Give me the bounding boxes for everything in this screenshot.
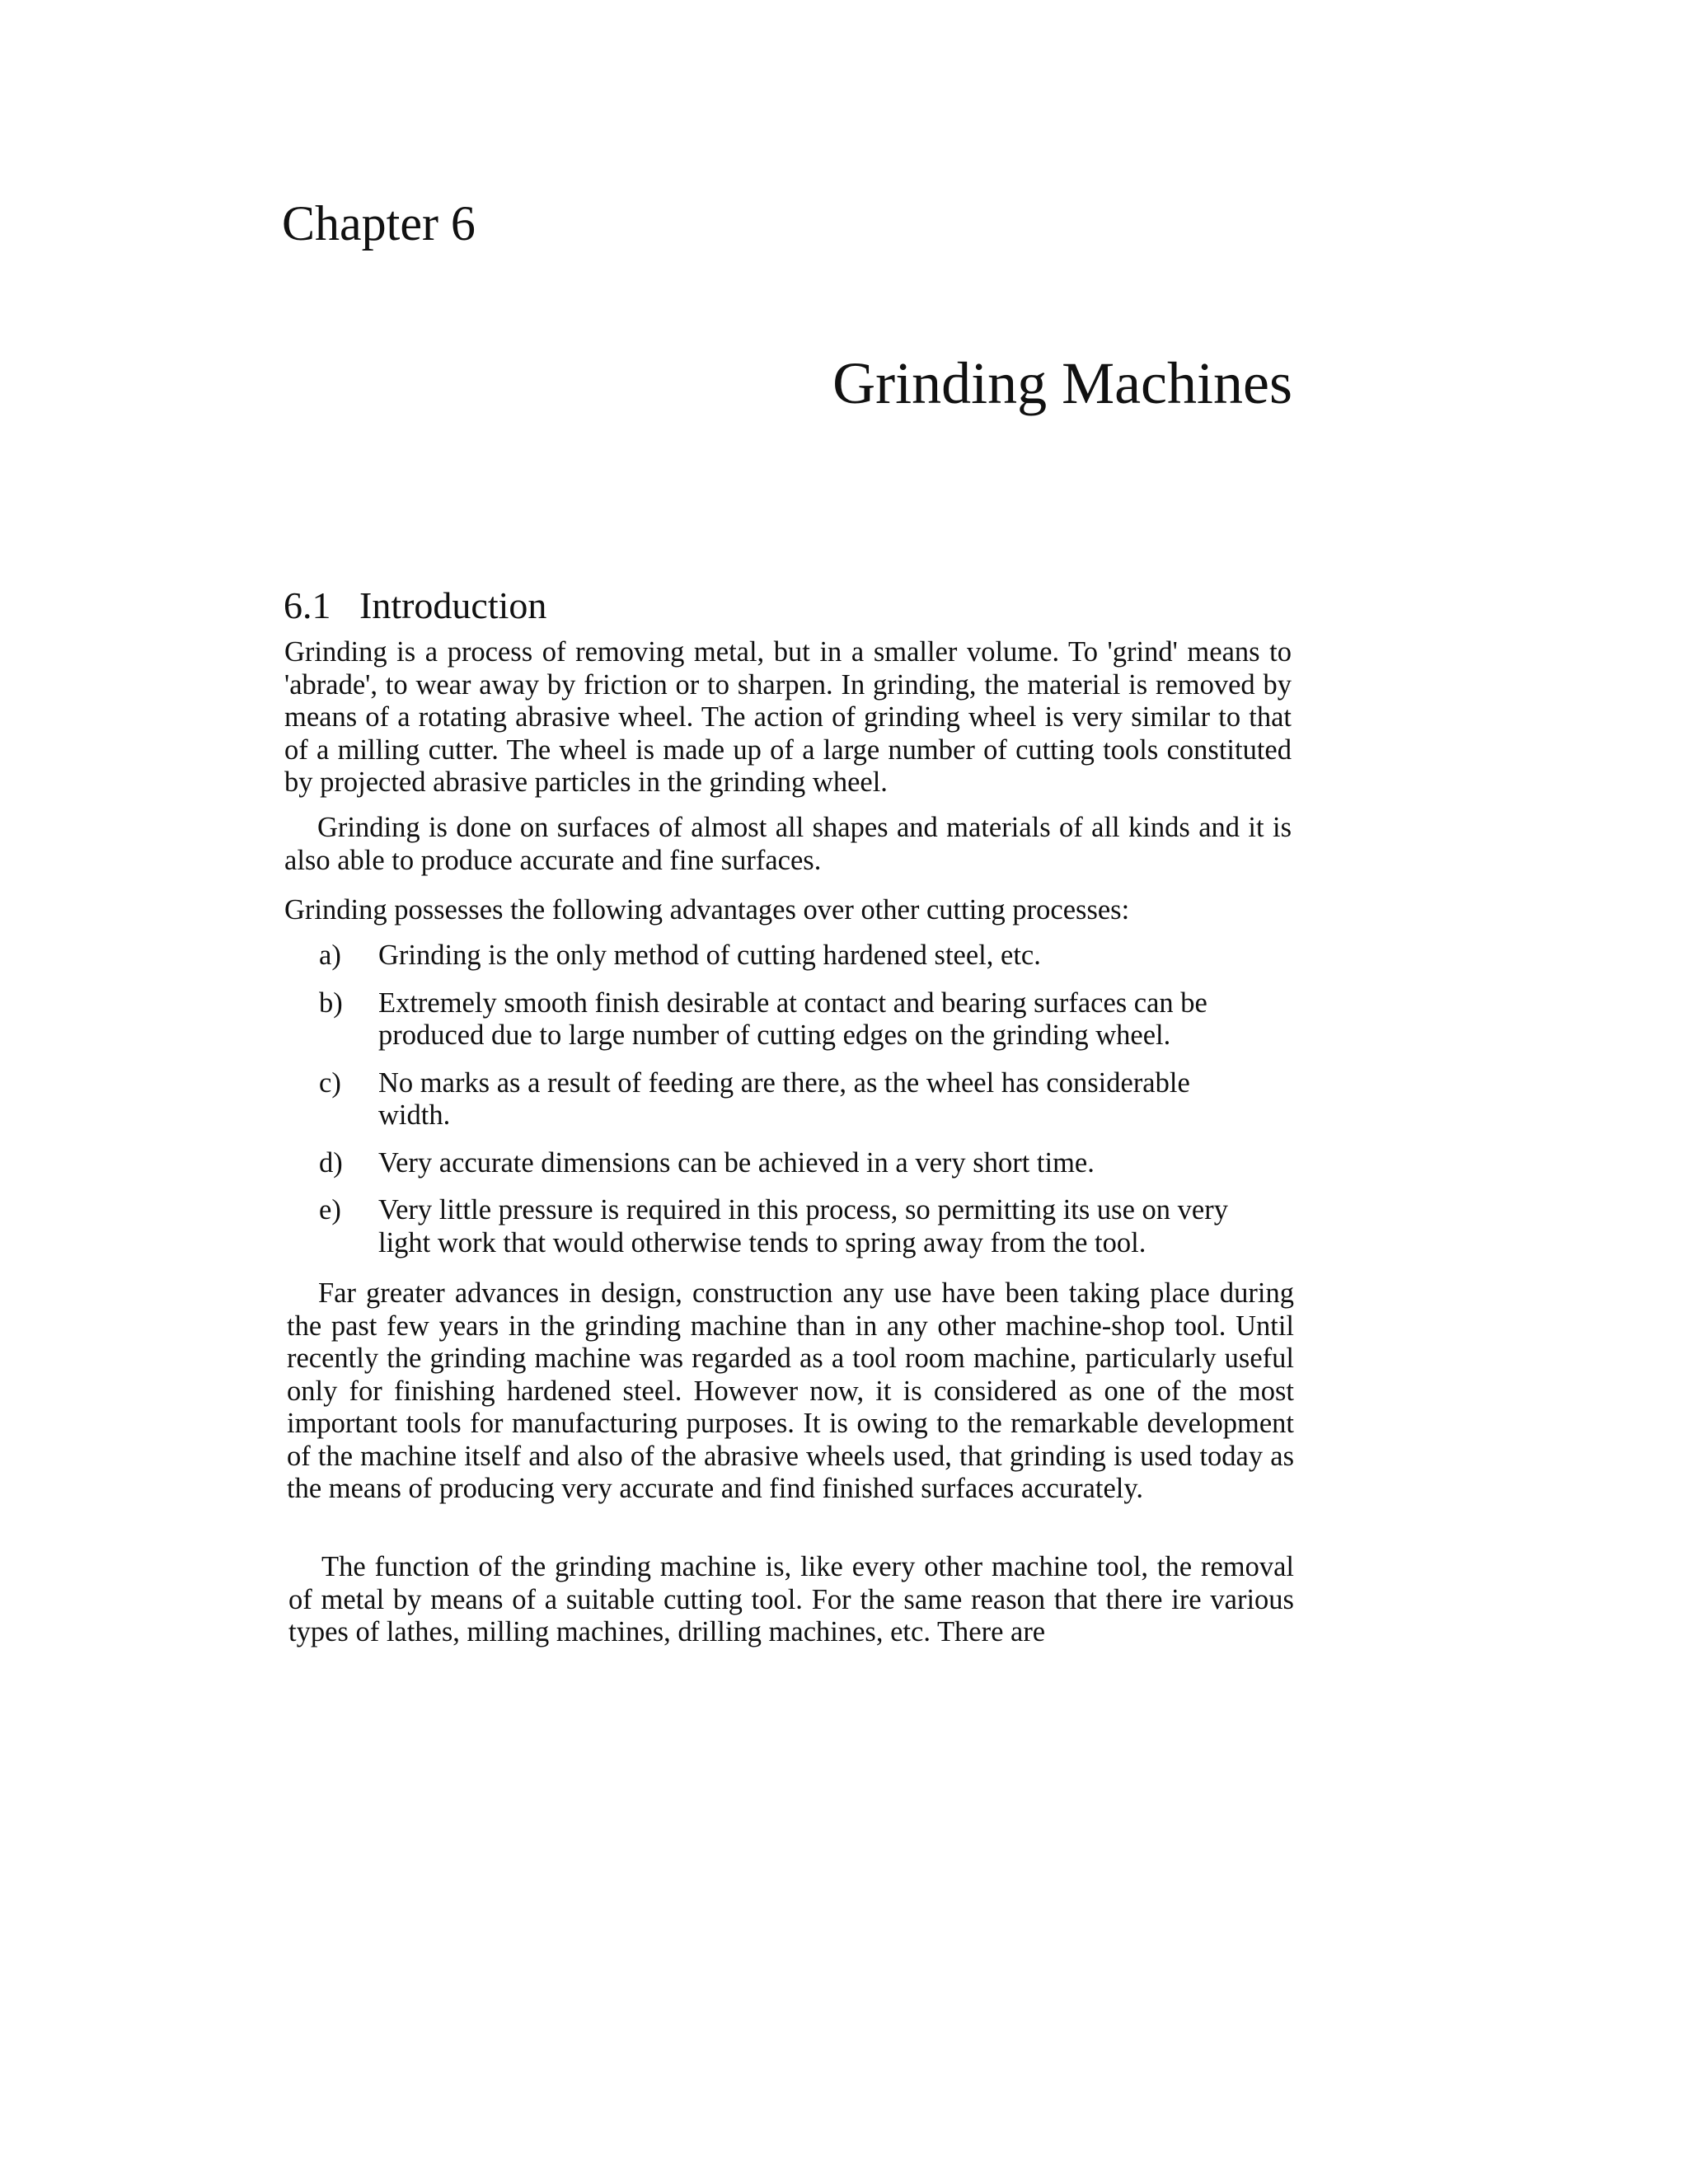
list-item-text: Extremely smooth finish desirable at contact and bearing surfaces can be produced due to large number of cutting edges on the grinding wheel. (378, 987, 1207, 1051)
chapter-title: Grinding Machines (832, 350, 1292, 416)
list-item (284, 940, 1292, 972)
list-marker: c) (319, 1066, 341, 1099)
section-number: 6.1 (284, 584, 331, 626)
list-marker: a) (319, 940, 341, 971)
list-item (284, 1067, 1292, 1132)
advantages-list (284, 940, 1292, 1274)
list-marker: d) (319, 1146, 343, 1179)
list-item (284, 1147, 1292, 1180)
list-item-text: Grinding is the only method of cutting hardened steel, etc. (378, 940, 1041, 971)
paragraph-2: Grinding is done on surfaces of almost all shapes and materials of all kinds and it is also able to produce accurate and fine surfaces. (284, 812, 1292, 876)
section-title: Introduction (359, 584, 547, 626)
paragraph-4: Far greater advances in design, construction any use have been taking place during the past few years in the grinding machine than in any other machine-shop tool. Until recently the grinding machine was regarded as a tool room machine, particularly useful only for finishing hardened steel. However now, it is considered as one of the most important tools for manufacturing purposes. It is owing to the remarkable development of the machine itself and also of the abrasive wheels used, that grinding is used today as the means of producing very accurate and find finished surfaces accurately. (287, 1277, 1294, 1504)
list-item (284, 1194, 1292, 1259)
intro-paragraph: Grinding is a process of removing metal, but in a smaller volume. To 'grind' means to 'abrade', to wear away by friction or to sharpen. In grinding, the material is removed by means of a rotating abrasive wheel. The action of grinding wheel is very similar to that of a milling cutter. The wheel is made up of a large number of cutting tools constituted by projected abrasive particles in the grinding wheel. (284, 636, 1292, 798)
section-heading (284, 583, 546, 629)
list-marker: b) (319, 987, 343, 1019)
list-item-text: Very little pressure is required in this process, so permitting its use on very light work that would otherwise tends to spring away from the tool. (378, 1194, 1228, 1258)
chapter-label: Chapter 6 (282, 196, 476, 251)
list-item (284, 987, 1292, 1052)
list-marker: e) (319, 1194, 341, 1226)
advantages-lead-in: Grinding possesses the following advantages over other cutting processes: (284, 894, 1130, 926)
paragraph-5: The function of the grinding machine is, like every other machine tool, the removal of metal by means of a suitable cutting tool. For the same reason that there ire various types of lathes, milling machines, drilling machines, etc. There are (288, 1551, 1294, 1647)
list-item-text: Very accurate dimensions can be achieved in a very short time. (378, 1146, 1095, 1179)
list-item-text: No marks as a result of feeding are there, as the wheel has considerable width. (378, 1066, 1190, 1131)
